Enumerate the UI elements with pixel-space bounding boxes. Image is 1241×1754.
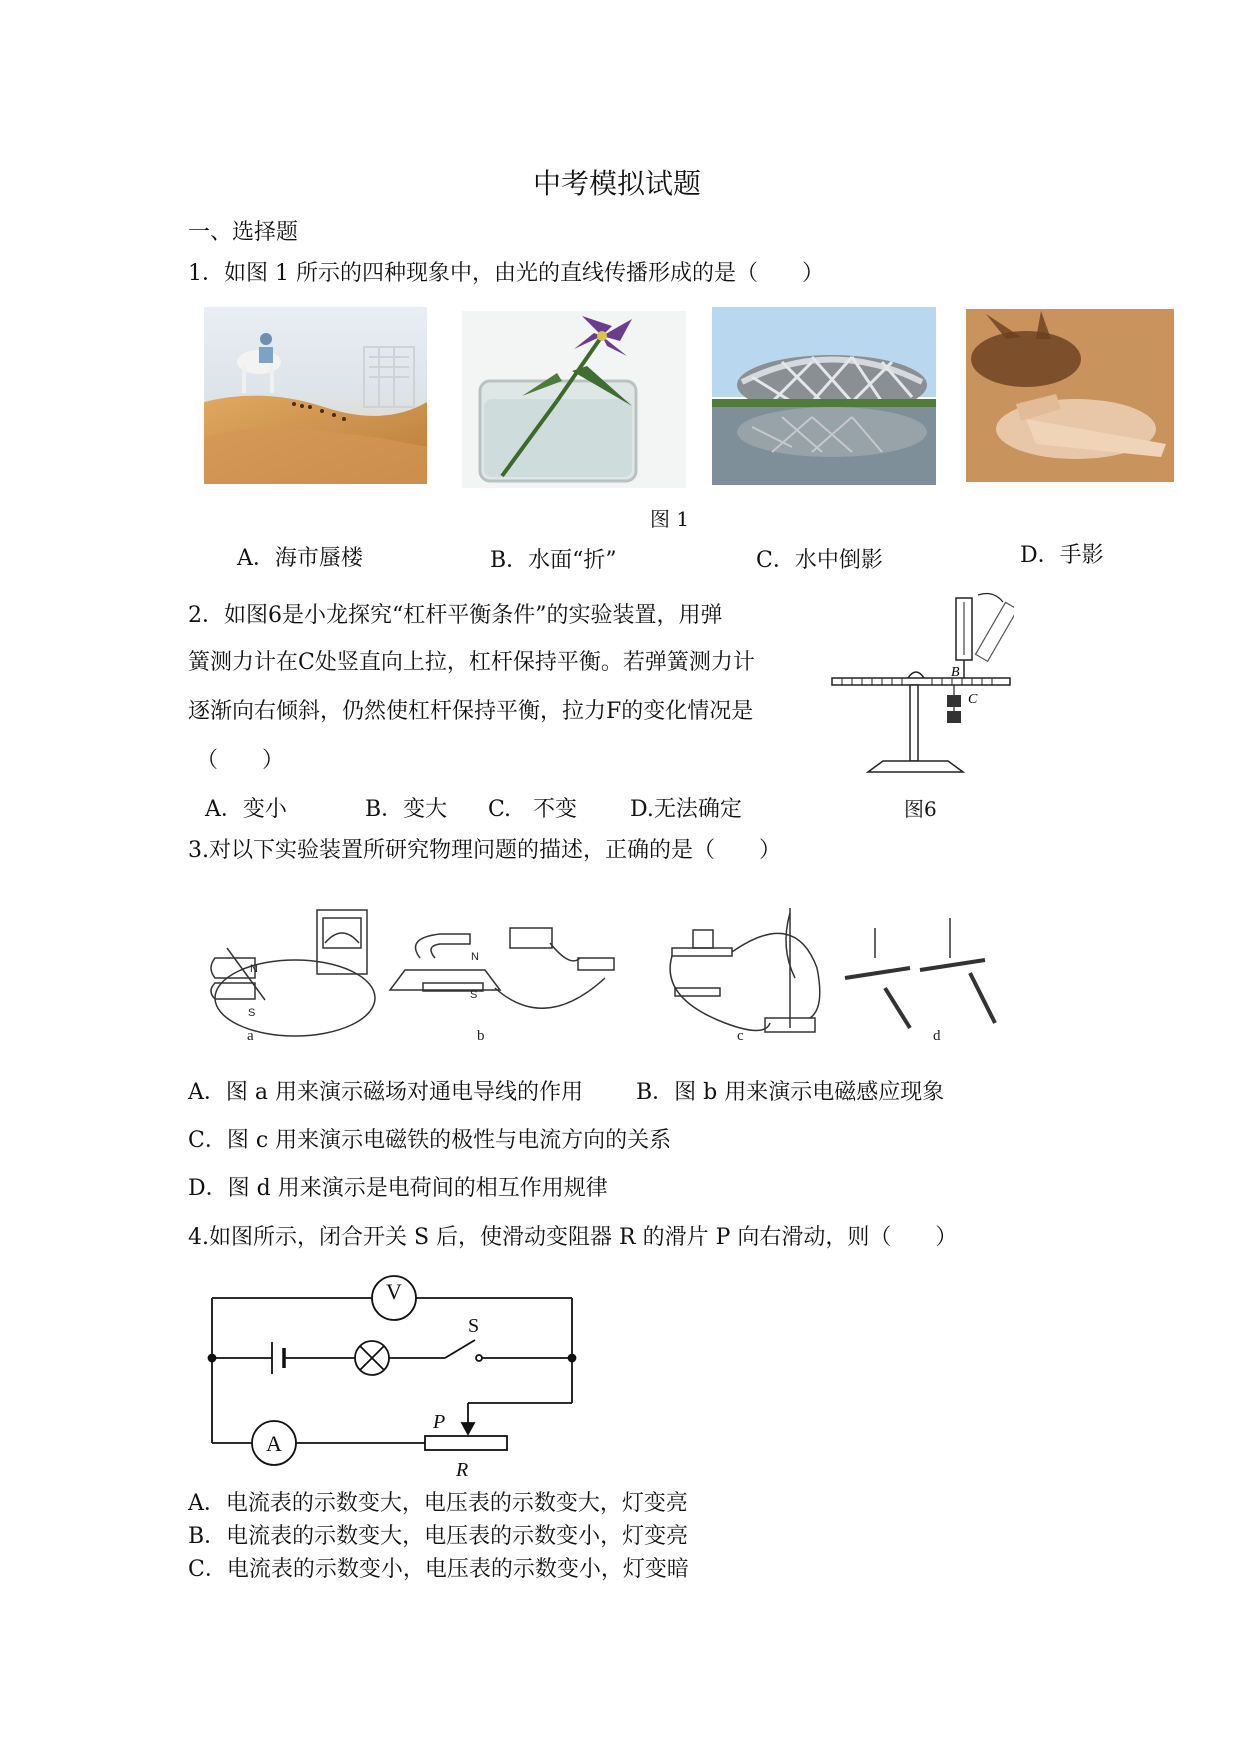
- q2-line-2: 簧测力计在C处竖直向上拉，杠杆保持平衡。若弹簧测力计: [188, 650, 755, 675]
- q2-option-c[interactable]: C. 不变: [488, 797, 578, 822]
- q3-option-a[interactable]: A．图 a 用来演示磁场对通电导线的作用: [188, 1080, 583, 1105]
- q3-option-d[interactable]: D．图 d 用来演示是电荷间的相互作用规律: [188, 1176, 608, 1201]
- hand-shadow-photo: [966, 309, 1174, 482]
- section-heading: 一、选择题: [188, 220, 299, 245]
- q2-option-b[interactable]: B．变大: [365, 797, 448, 822]
- q2-option-d[interactable]: D.无法确定: [630, 797, 742, 822]
- circuit-diagram: [200, 1268, 590, 1483]
- q1-option-a[interactable]: A．海市蜃楼: [237, 546, 363, 571]
- fig3-a-label-n: N: [250, 963, 258, 975]
- q2-figure-caption: 图6: [904, 797, 937, 821]
- fig3-label-d: d: [933, 1028, 941, 1044]
- fig3-label-a: a: [247, 1028, 254, 1044]
- fig3-b-label-n: N: [471, 951, 479, 963]
- q3-option-b[interactable]: B．图 b 用来演示电磁感应现象: [636, 1080, 945, 1105]
- q4-option-c[interactable]: C．电流表的示数变小，电压表的示数变小，灯变暗: [188, 1557, 689, 1582]
- slider-label: P: [433, 1411, 446, 1433]
- q2-line-4: （ ）: [196, 748, 285, 773]
- switch-label: S: [468, 1315, 480, 1337]
- q1-figure-caption: 图 1: [650, 507, 690, 531]
- flower-in-water-photo: [462, 311, 686, 488]
- q1-option-c[interactable]: C．水中倒影: [756, 548, 883, 573]
- q1-option-b[interactable]: B．水面“折”: [490, 548, 617, 573]
- q4-option-b[interactable]: B．电流表的示数变大，电压表的示数变小，灯变亮: [188, 1524, 689, 1549]
- fig3-label-b: b: [477, 1028, 485, 1044]
- lever-label-c: C: [968, 692, 978, 707]
- lever-apparatus-figure: [828, 590, 1014, 785]
- q4-stem: 4.如图所示，闭合开关 S 后，使滑动变阻器 R 的滑片 P 向右滑动，则（ ）: [188, 1225, 958, 1250]
- q2-option-a[interactable]: A．变小: [205, 797, 287, 822]
- mirage-photo: [204, 307, 427, 484]
- fig3-b-label-s: S: [470, 989, 478, 1001]
- lever-label-b: B: [951, 665, 960, 680]
- q1-stem: 1．如图 1 所示的四种现象中，由光的直线传播形成的是（ ）: [188, 261, 824, 286]
- q3-stem: 3.对以下实验装置所研究物理问题的描述，正确的是（ ）: [188, 838, 781, 863]
- reflection-photo: [712, 307, 936, 485]
- q3-option-c[interactable]: C．图 c 用来演示电磁铁的极性与电流方向的关系: [188, 1128, 672, 1153]
- fig3-label-c: c: [737, 1028, 744, 1044]
- page-title: 中考模拟试题: [533, 167, 702, 200]
- q4-option-a[interactable]: A．电流表的示数变大，电压表的示数变大，灯变亮: [188, 1491, 688, 1516]
- q1-option-d[interactable]: D．手影: [1020, 543, 1104, 568]
- q2-line-1: 2．如图6是小龙探究“杠杆平衡条件”的实验装置，用弹: [188, 603, 723, 628]
- rheostat-label: R: [456, 1459, 469, 1481]
- q2-line-3: 逐渐向右倾斜，仍然使杠杆保持平衡，拉力F的变化情况是: [188, 699, 754, 724]
- voltmeter-label: V: [386, 1279, 402, 1304]
- fig3-a-label-s: S: [248, 1007, 256, 1019]
- experiment-apparatus-figure: [205, 888, 1025, 1058]
- ammeter-label: A: [266, 1431, 282, 1456]
